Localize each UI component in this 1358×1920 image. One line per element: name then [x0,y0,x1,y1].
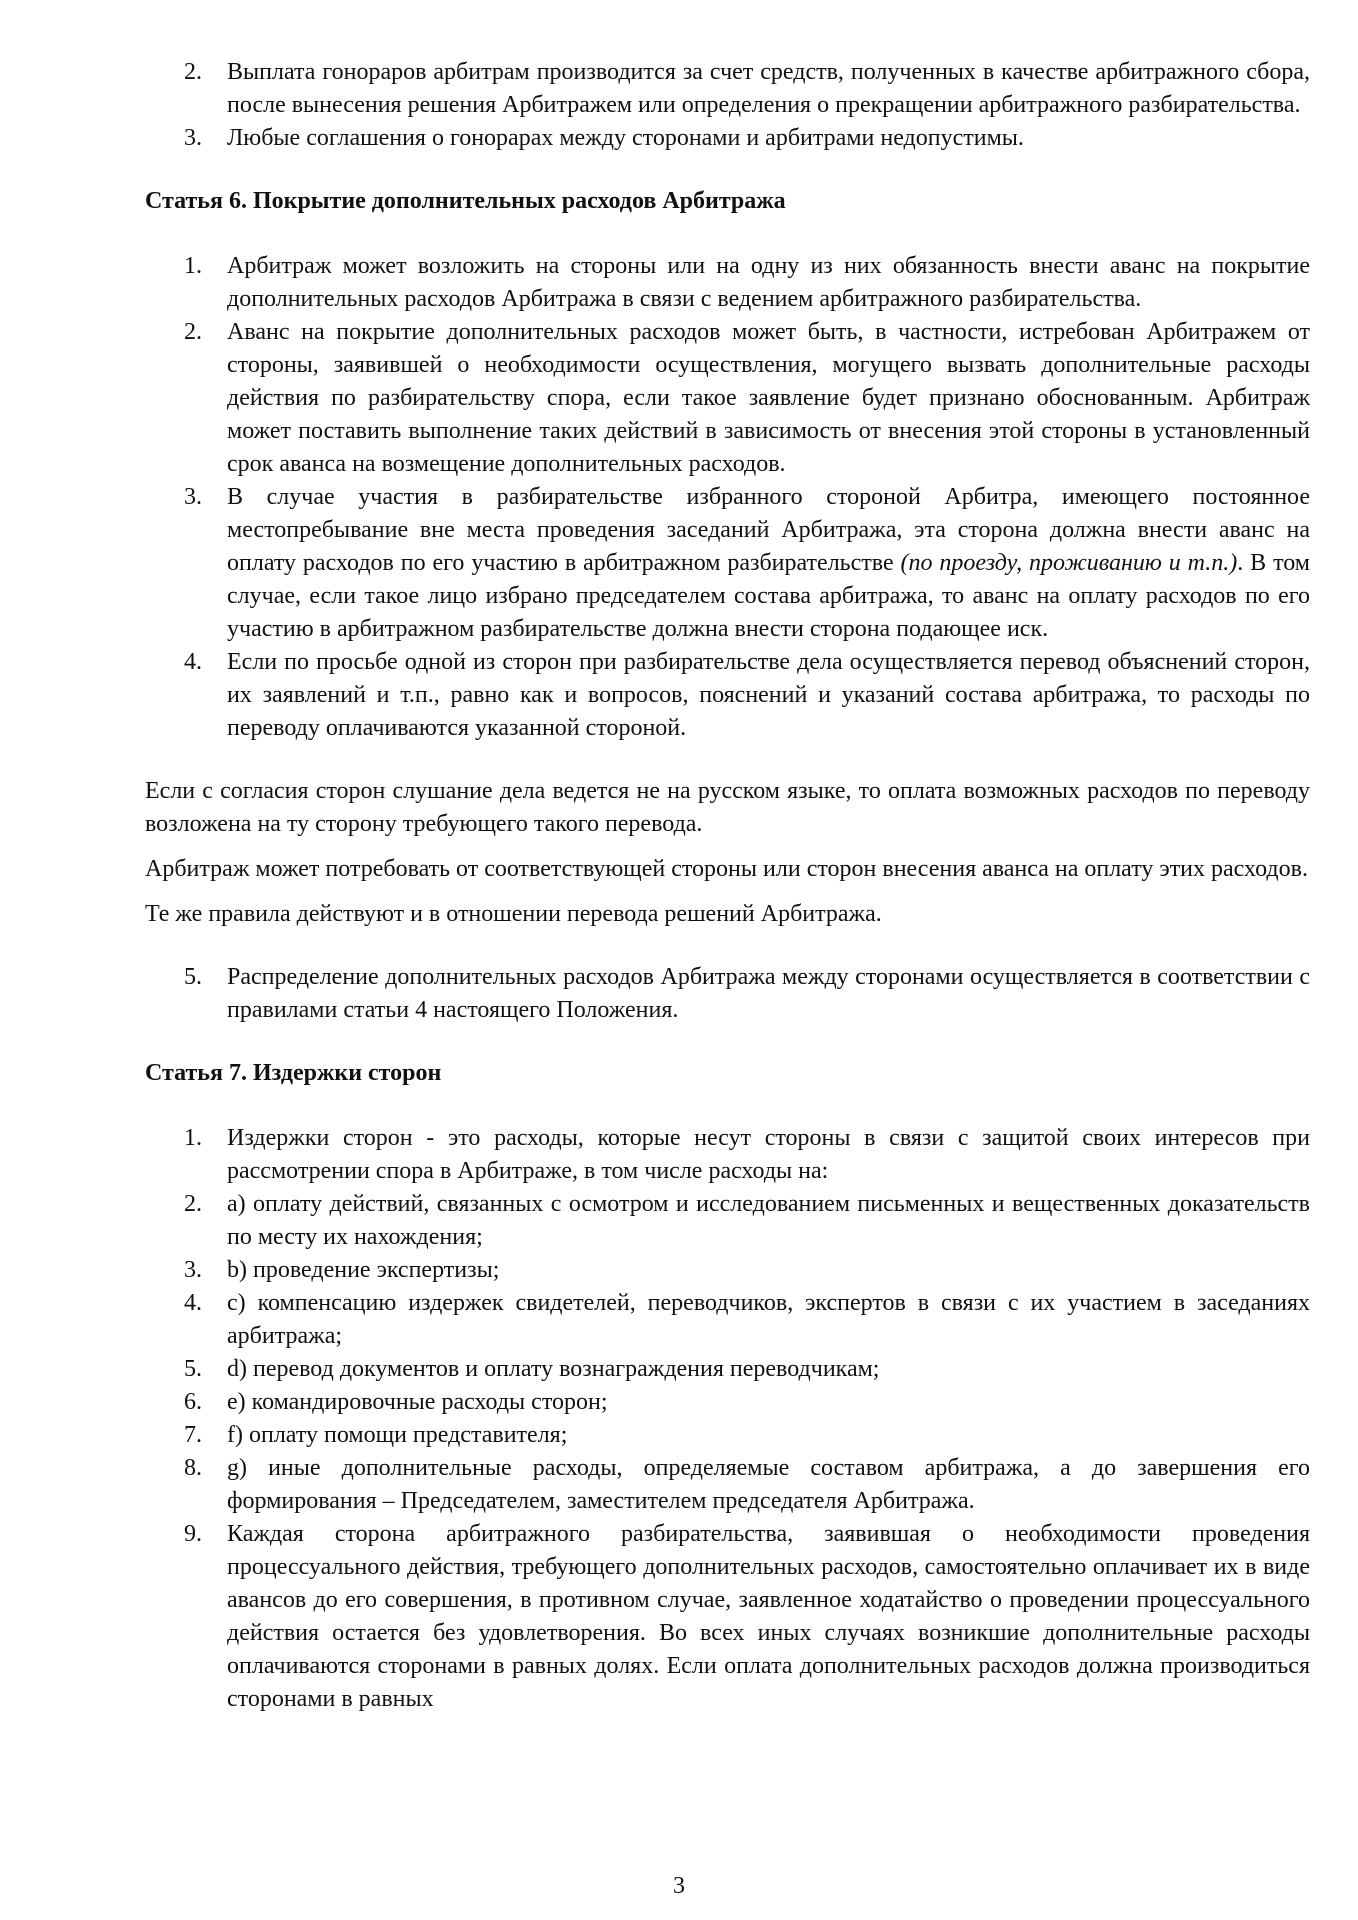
list-item-number: 1. [184,253,202,279]
list-item-text-part: В случае участия в разбирательстве избранного стороной Арбитра, имеющего постоянное местопребывание вне места проведения заседаний Арбитража, эта сторона должна внести аванс на оплату расходов по его участию в арбитражном разбирательстве [227,484,1310,576]
list-item [145,250,1310,316]
list-item-text: d) перевод документов и оплату вознаграждения переводчикам; [227,1356,880,1382]
article-6-list [145,250,1310,745]
article-6-heading: Статья 6. Покрытие дополнительных расходов Арбитража [145,188,786,214]
list-item-text: f) оплату помощи представителя; [227,1422,568,1448]
list-item [145,1518,1310,1716]
list-item-text: b) проведение экспертизы; [227,1257,500,1283]
list-item-number: 3. [184,484,202,510]
list-item-text-part: . В том случае, если такое лицо избрано председателем состава арбитража, то аванс на оплату расходов по его участию в арбитражном разбирательстве должна внести сторона подающее иск. [227,550,1310,642]
paragraph: Арбитраж может потребовать от соответствующей стороны или сторон внесения аванса на оплату этих расходов. [145,856,1308,882]
list-item-text: Распределение дополнительных расходов Арбитража между сторонами осуществляется в соответствии с правилами статьи 4 настоящего Положения. [227,964,1310,1023]
list-item-text: Каждая сторона арбитражного разбирательства, заявившая о необходимости проведения процессуального действия, требующего дополнительных расходов, самостоятельно оплачивает их в виде авансов до его совершения, в противном случае, заявленное ходатайство о проведении процессуального действия остается без удовлетворения. Во всех иных случаях возникшие дополнительные расходы оплачиваются сторонами в равных долях. Если оплата дополнительных расходов должна производиться сторонами в равных [227,1521,1310,1712]
list-item-number: 9. [184,1521,202,1547]
list-item-number: 5. [184,1356,202,1382]
list-item-number: 2. [184,1191,202,1217]
list-item [145,646,1310,745]
list-item [145,1353,1310,1386]
list-item [145,1452,1310,1518]
page-content [145,56,1310,1716]
list-item-number: 2. [184,59,202,85]
article-7-heading: Статья 7. Издержки сторон [145,1060,442,1086]
list-item [145,56,1310,122]
list-item [145,1386,1310,1419]
list-item [145,481,1310,646]
list-item-text: Арбитраж может возложить на стороны или на одну из них обязанность внести аванс на покрытие дополнительных расходов Арбитража в связи с ведением арбитражного разбирательства. [227,253,1310,312]
list-item-text: Выплата гонораров арбитрам производится за счет средств, полученных в качестве арбитражного сбора, после вынесения решения Арбитражем или определения о прекращении арбитражного разбирательства. [227,59,1310,118]
list-item-text: Издержки сторон - это расходы, которые несут стороны в связи с защитой своих интересов при рассмотрении спора в Арбитраже, в том числе расходы на: [227,1125,1310,1184]
list-item-text: Если по просьбе одной из сторон при разбирательстве дела осуществляется перевод объяснений сторон, их заявлений и т.п., равно как и вопросов, пояснений и указаний состава арбитража, то расходы по переводу оплачиваются указанной стороной. [227,649,1310,741]
list-item [145,961,1310,1027]
list-item-text [227,481,1310,646]
list-item-number: 7. [184,1422,202,1448]
list-item-text: g) иные дополнительные расходы, определяемые составом арбитража, а до завершения его формирования – Председателем, заместителем председателя Арбитража. [227,1455,1310,1514]
list-item [145,1254,1310,1287]
list-item-text: c) компенсацию издержек свидетелей, переводчиков, экспертов в связи с их участием в заседаниях арбитража; [227,1290,1310,1349]
list-item-number: 3. [184,1257,202,1283]
list-item-number: 6. [184,1389,202,1415]
list-item [145,316,1310,481]
article-7-list [145,1122,1310,1716]
paragraph: Те же правила действуют и в отношении перевода решений Арбитража. [145,901,882,927]
list-item-italic-note: (по проезду, проживанию и т.п.) [900,550,1238,576]
list-item-number: 2. [184,319,202,345]
list-item-text: a) оплату действий, связанных с осмотром и исследованием письменных и вещественных доказательств по месту их нахождения; [227,1191,1310,1250]
list-item-number: 3. [184,125,202,151]
list-item-text: e) командировочные расходы сторон; [227,1389,608,1415]
list-item-text: Любые соглашения о гонорарах между сторонами и арбитрами недопустимы. [227,125,1024,151]
article-6-list-cont [145,961,1310,1027]
list-item [145,1122,1310,1188]
list-item [145,1188,1310,1254]
list-item-number: 4. [184,1290,202,1316]
list-item-number: 4. [184,649,202,675]
list-item [145,1287,1310,1353]
list-item-number: 1. [184,1125,202,1151]
list-item [145,1419,1310,1452]
list-top [145,56,1310,155]
list-item-text: Аванс на покрытие дополнительных расходов может быть, в частности, истребован Арбитражем от стороны, заявившей о необходимости осуществления, могущего вызвать дополнительные расходы действия по разбирательству спора, если такое заявление будет признано обоснованным. Арбитраж может поставить выполнение таких действий в зависимость от внесения этой стороны в установленный срок аванса на возмещение дополнительных расходов. [227,319,1310,477]
list-item-number: 5. [184,964,202,990]
page-number: 3 [673,1873,685,1899]
paragraph: Если с согласия сторон слушание дела ведется не на русском языке, то оплата возможных расходов по переводу возложена на ту сторону требующего такого перевода. [145,778,1310,837]
list-item-number: 8. [184,1455,202,1481]
list-item [145,122,1310,155]
